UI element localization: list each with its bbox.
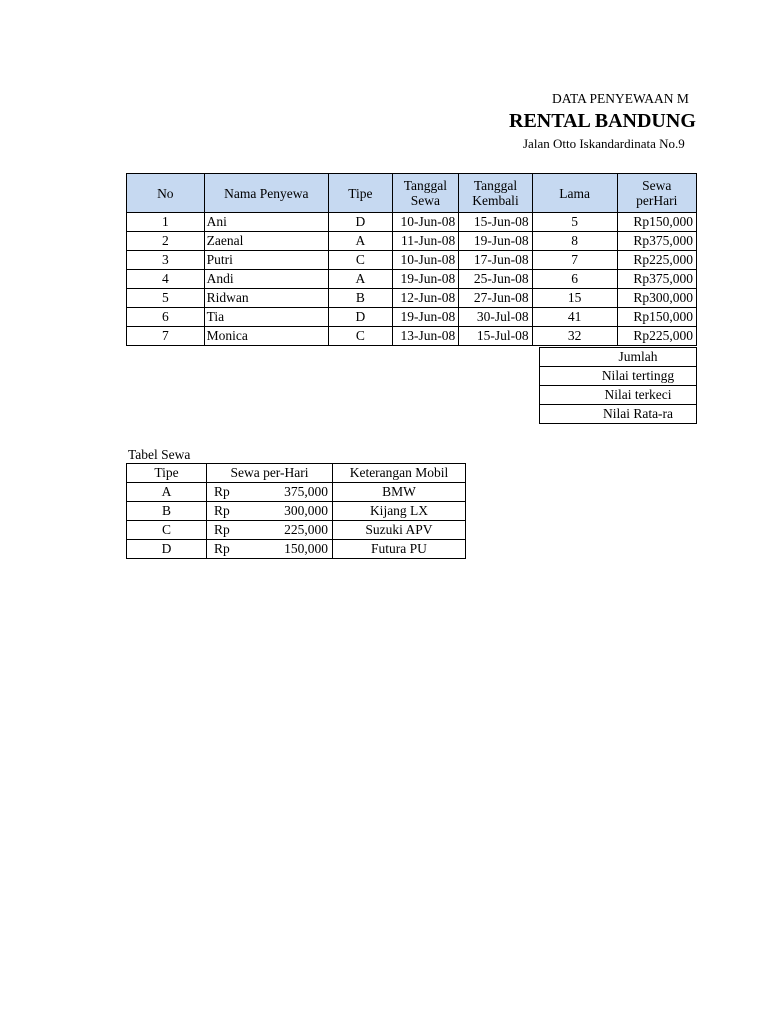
- cell-tanggal-kembali[interactable]: 30-Jul-08: [459, 308, 532, 327]
- currency-symbol: Rp: [214, 522, 230, 538]
- tabel-sewa-label: Tabel Sewa: [128, 447, 191, 462]
- cell-tanggal-sewa[interactable]: 19-Jun-08: [392, 270, 459, 289]
- cell-sewa-perhari[interactable]: Rp150,000: [617, 213, 696, 232]
- cell-no[interactable]: 2: [127, 232, 205, 251]
- sewa-cell-keterangan-mobil[interactable]: Futura PU: [333, 540, 466, 559]
- cell-lama[interactable]: 15: [532, 289, 617, 308]
- table-row: [540, 348, 697, 367]
- currency-symbol: Rp: [214, 484, 230, 500]
- table-header-row: [127, 464, 466, 483]
- header-tanggal-kembali[interactable]: Tanggal Kembali: [459, 174, 532, 213]
- table-row: [127, 327, 697, 346]
- sewa-header-tipe[interactable]: Tipe: [127, 464, 207, 483]
- cell-tanggal-sewa[interactable]: 11-Jun-08: [392, 232, 459, 251]
- header-no[interactable]: No: [127, 174, 205, 213]
- cell-sewa-perhari[interactable]: Rp300,000: [617, 289, 696, 308]
- cell-sewa-perhari[interactable]: Rp150,000: [617, 308, 696, 327]
- cell-nama-penyewa[interactable]: Ridwan: [204, 289, 328, 308]
- cell-tanggal-kembali[interactable]: 25-Jun-08: [459, 270, 532, 289]
- cell-lama[interactable]: 6: [532, 270, 617, 289]
- cell-tanggal-kembali[interactable]: 27-Jun-08: [459, 289, 532, 308]
- sewa-cell-per-hari[interactable]: [207, 540, 333, 559]
- cell-tanggal-sewa[interactable]: 10-Jun-08: [392, 251, 459, 270]
- cell-tanggal-sewa[interactable]: 19-Jun-08: [392, 308, 459, 327]
- summary-nilai-terkecil[interactable]: Nilai terkeci: [540, 386, 697, 405]
- sewa-cell-keterangan-mobil[interactable]: Kijang LX: [333, 502, 466, 521]
- sewa-cell-tipe[interactable]: C: [127, 521, 207, 540]
- sewa-amount-wrapper: [207, 485, 332, 499]
- currency-symbol: Rp: [214, 503, 230, 519]
- cell-no[interactable]: 6: [127, 308, 205, 327]
- rental-data-table: [126, 173, 697, 346]
- sewa-cell-per-hari[interactable]: [207, 521, 333, 540]
- table-row: [127, 251, 697, 270]
- table-row: [127, 213, 697, 232]
- cell-tipe[interactable]: C: [329, 251, 392, 270]
- table-header-row: [127, 174, 697, 213]
- cell-no[interactable]: 5: [127, 289, 205, 308]
- cell-tanggal-kembali[interactable]: 17-Jun-08: [459, 251, 532, 270]
- cell-tipe[interactable]: C: [329, 327, 392, 346]
- sewa-cell-per-hari[interactable]: [207, 483, 333, 502]
- cell-lama[interactable]: 7: [532, 251, 617, 270]
- cell-no[interactable]: 7: [127, 327, 205, 346]
- sheet-title-line-1: DATA PENYEWAAN M: [552, 91, 689, 106]
- summary-nilai-tertinggi[interactable]: Nilai tertingg: [540, 367, 697, 386]
- sewa-amount: 375,000: [284, 484, 328, 500]
- cell-tanggal-sewa[interactable]: 12-Jun-08: [392, 289, 459, 308]
- cell-tipe[interactable]: B: [329, 289, 392, 308]
- cell-tanggal-kembali[interactable]: 15-Jul-08: [459, 327, 532, 346]
- sheet-title-address: Jalan Otto Iskandardinata No.9: [523, 136, 685, 151]
- sewa-cell-per-hari[interactable]: [207, 502, 333, 521]
- sewa-amount-wrapper: [207, 523, 332, 537]
- cell-nama-penyewa[interactable]: Putri: [204, 251, 328, 270]
- header-sewa-perhari[interactable]: Sewa perHari: [617, 174, 696, 213]
- table-row: [127, 289, 697, 308]
- sewa-header-sewa-per-hari[interactable]: Sewa per-Hari: [207, 464, 333, 483]
- cell-tipe[interactable]: A: [329, 232, 392, 251]
- tabel-sewa-table: [126, 463, 466, 559]
- cell-nama-penyewa[interactable]: Tia: [204, 308, 328, 327]
- cell-tipe[interactable]: D: [329, 213, 392, 232]
- table-row: [540, 405, 697, 424]
- sewa-amount-wrapper: [207, 542, 332, 556]
- sewa-amount: 300,000: [284, 503, 328, 519]
- sewa-cell-keterangan-mobil[interactable]: Suzuki APV: [333, 521, 466, 540]
- cell-tanggal-kembali[interactable]: 15-Jun-08: [459, 213, 532, 232]
- header-nama-penyewa[interactable]: Nama Penyewa: [204, 174, 328, 213]
- sewa-cell-tipe[interactable]: A: [127, 483, 207, 502]
- cell-tipe[interactable]: A: [329, 270, 392, 289]
- cell-tanggal-kembali[interactable]: 19-Jun-08: [459, 232, 532, 251]
- table-row: [127, 483, 466, 502]
- summary-table: [539, 347, 697, 424]
- currency-symbol: Rp: [214, 541, 230, 557]
- cell-sewa-perhari[interactable]: Rp375,000: [617, 232, 696, 251]
- cell-no[interactable]: 1: [127, 213, 205, 232]
- sewa-cell-keterangan-mobil[interactable]: BMW: [333, 483, 466, 502]
- table-row: [127, 502, 466, 521]
- header-tipe[interactable]: Tipe: [329, 174, 392, 213]
- sewa-amount: 225,000: [284, 522, 328, 538]
- cell-nama-penyewa[interactable]: Ani: [204, 213, 328, 232]
- summary-jumlah[interactable]: Jumlah: [540, 348, 697, 367]
- cell-sewa-perhari[interactable]: Rp225,000: [617, 327, 696, 346]
- table-row: [540, 367, 697, 386]
- sewa-amount-wrapper: [207, 504, 332, 518]
- sewa-cell-tipe[interactable]: B: [127, 502, 207, 521]
- sewa-cell-tipe[interactable]: D: [127, 540, 207, 559]
- cell-sewa-perhari[interactable]: Rp225,000: [617, 251, 696, 270]
- sewa-header-keterangan-mobil[interactable]: Keterangan Mobil: [333, 464, 466, 483]
- sheet-title-company: RENTAL BANDUNG: [509, 110, 696, 132]
- cell-nama-penyewa[interactable]: Andi: [204, 270, 328, 289]
- cell-nama-penyewa[interactable]: Zaenal: [204, 232, 328, 251]
- cell-lama[interactable]: 41: [532, 308, 617, 327]
- cell-tanggal-sewa[interactable]: 10-Jun-08: [392, 213, 459, 232]
- table-row: [540, 386, 697, 405]
- cell-sewa-perhari[interactable]: Rp375,000: [617, 270, 696, 289]
- cell-nama-penyewa[interactable]: Monica: [204, 327, 328, 346]
- table-row: [127, 270, 697, 289]
- table-row: [127, 232, 697, 251]
- sewa-amount: 150,000: [284, 541, 328, 557]
- table-row: [127, 521, 466, 540]
- header-lama[interactable]: Lama: [532, 174, 617, 213]
- table-row: [127, 540, 466, 559]
- summary-nilai-rata-rata[interactable]: Nilai Rata-ra: [540, 405, 697, 424]
- cell-lama[interactable]: 8: [532, 232, 617, 251]
- cell-tipe[interactable]: D: [329, 308, 392, 327]
- cell-no[interactable]: 4: [127, 270, 205, 289]
- cell-no[interactable]: 3: [127, 251, 205, 270]
- cell-lama[interactable]: 32: [532, 327, 617, 346]
- table-row: [127, 308, 697, 327]
- cell-lama[interactable]: 5: [532, 213, 617, 232]
- cell-tanggal-sewa[interactable]: 13-Jun-08: [392, 327, 459, 346]
- header-tanggal-sewa[interactable]: Tanggal Sewa: [392, 174, 459, 213]
